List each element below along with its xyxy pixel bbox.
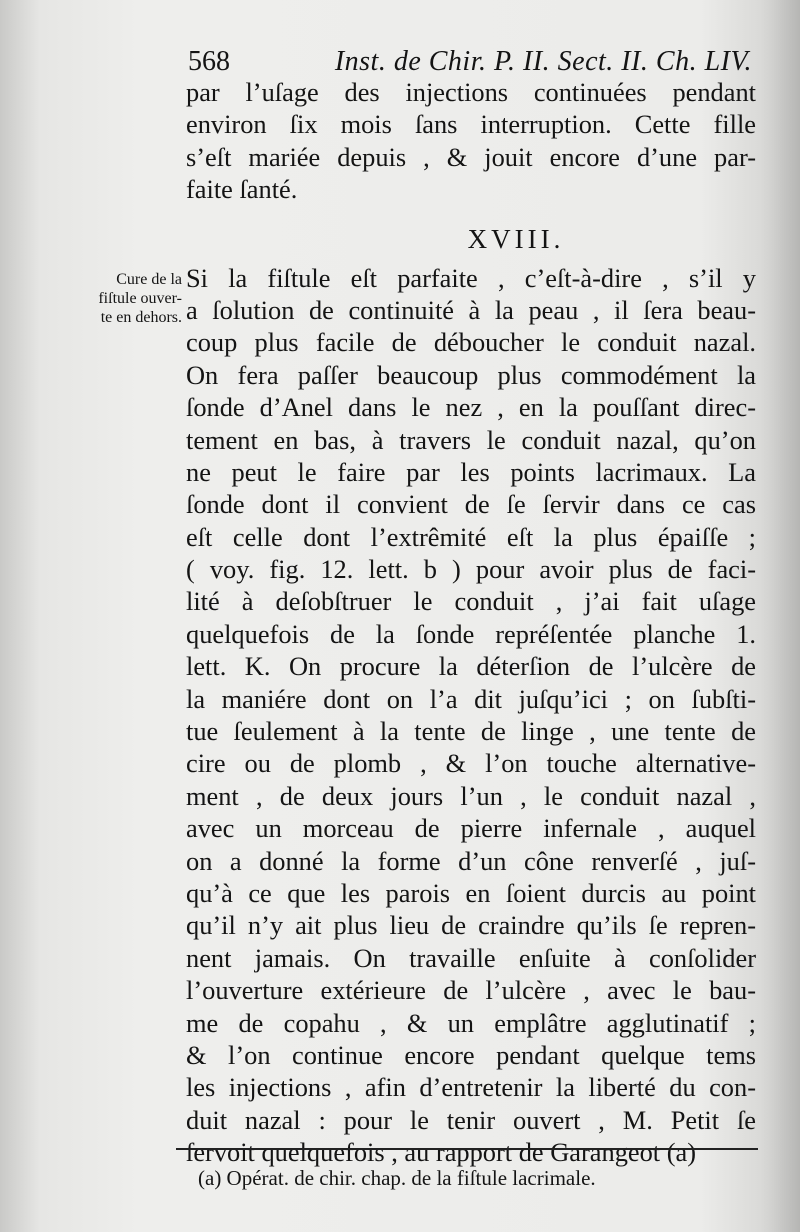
text-line: faite ſanté. bbox=[186, 174, 298, 205]
margin-note-line: fiſtule ouver- bbox=[98, 290, 182, 307]
section-number: XVIII. bbox=[467, 223, 565, 254]
text-line: & l’on continue encore pendant quelque tems bbox=[186, 1039, 756, 1070]
footnote: (a) Opérat. de chir. chap. de la fiſtule lacrimale. bbox=[198, 1166, 596, 1190]
text-line: ſervoit quelquefois , au rapport de Garangeot (a) bbox=[186, 1137, 697, 1168]
text-line: lett. K. On procure la déterſion de l’ulcère de bbox=[186, 651, 756, 682]
page-number: 568 bbox=[188, 46, 230, 77]
text-line: s’eſt mariée depuis , & jouit encore d’une par- bbox=[186, 141, 756, 172]
text-line: a ſolution de continuité à la peau , il ſera beau- bbox=[186, 294, 756, 325]
page-edge-shadow bbox=[760, 0, 800, 1232]
text-line: ( voy. fig. 12. lett. b ) pour avoir plus de faci- bbox=[186, 554, 756, 585]
text-line: quelquefois de la ſonde repréſentée planche 1. bbox=[186, 618, 756, 649]
text-line: Si la fiſtule eſt parfaite , c’eſt-à-dire , s’il y bbox=[186, 262, 756, 293]
text-line: tement en bas, à travers le conduit nazal, qu’on bbox=[186, 424, 756, 455]
text-line: par l’uſage des injections continuées pendant bbox=[186, 77, 756, 107]
text-line: lité à deſobſtruer le conduit , j’ai fait uſage bbox=[186, 586, 756, 617]
margin-note-line: Cure de la bbox=[116, 271, 182, 288]
margin-note bbox=[56, 270, 182, 327]
text-line: qu’il n’y ait plus lieu de craindre qu’ils ſe repren- bbox=[186, 910, 756, 941]
text-line: tue ſeulement à la tente de linge , une tente de bbox=[186, 716, 756, 747]
text-line: ment , de deux jours l’un , le conduit nazal , bbox=[186, 780, 756, 811]
running-head bbox=[188, 44, 752, 80]
running-title: Inst. de Chir. P. II. Sect. II. Ch. LIV. bbox=[334, 46, 752, 77]
text-line: qu’à ce que les parois en ſoient durcis au point bbox=[186, 877, 756, 908]
text-line: On fera paſſer beaucoup plus commodément la bbox=[186, 359, 756, 390]
footnote-rule bbox=[176, 1148, 758, 1150]
text-line: on a donné la forme d’un cône renverſé , juſ- bbox=[186, 845, 756, 876]
text-line: eſt celle dont l’extrêmité eſt la plus épaiſſe ; bbox=[186, 521, 756, 552]
text-line: les injections , afin d’entretenir la liberté du con- bbox=[186, 1072, 756, 1103]
text-line: l’ouverture extérieure de l’ulcère , avec le bau- bbox=[186, 975, 756, 1006]
text-line: coup plus facile de déboucher le conduit nazal. bbox=[186, 327, 756, 358]
text-line: ſonde d’Anel dans le nez , en la pouſſant direc- bbox=[186, 392, 756, 423]
text-line: environ ſix mois ſans interruption. Cette fille bbox=[186, 109, 756, 140]
margin-note-line: te en dehors. bbox=[100, 309, 182, 326]
text-line: cire ou de plomb , & l’on touche alternative- bbox=[186, 748, 756, 779]
text-line: avec un morceau de pierre infernale , auquel bbox=[186, 813, 756, 844]
text-line: me de copahu , & un emplâtre agglutinatif ; bbox=[186, 1007, 756, 1038]
text-line: nent jamais. On travaille enſuite à conſolider bbox=[186, 942, 756, 973]
body-text bbox=[186, 76, 756, 1169]
text-line: la maniére dont on l’a dit juſqu’ici ; on ſubſti- bbox=[186, 683, 756, 714]
text-line: duit nazal : pour le tenir ouvert , M. Petit ſe bbox=[186, 1104, 756, 1135]
text-line: ne peut le faire par les points lacrimaux. La bbox=[186, 456, 756, 487]
text-line: ſonde dont il convient de ſe ſervir dans ce cas bbox=[186, 489, 756, 520]
